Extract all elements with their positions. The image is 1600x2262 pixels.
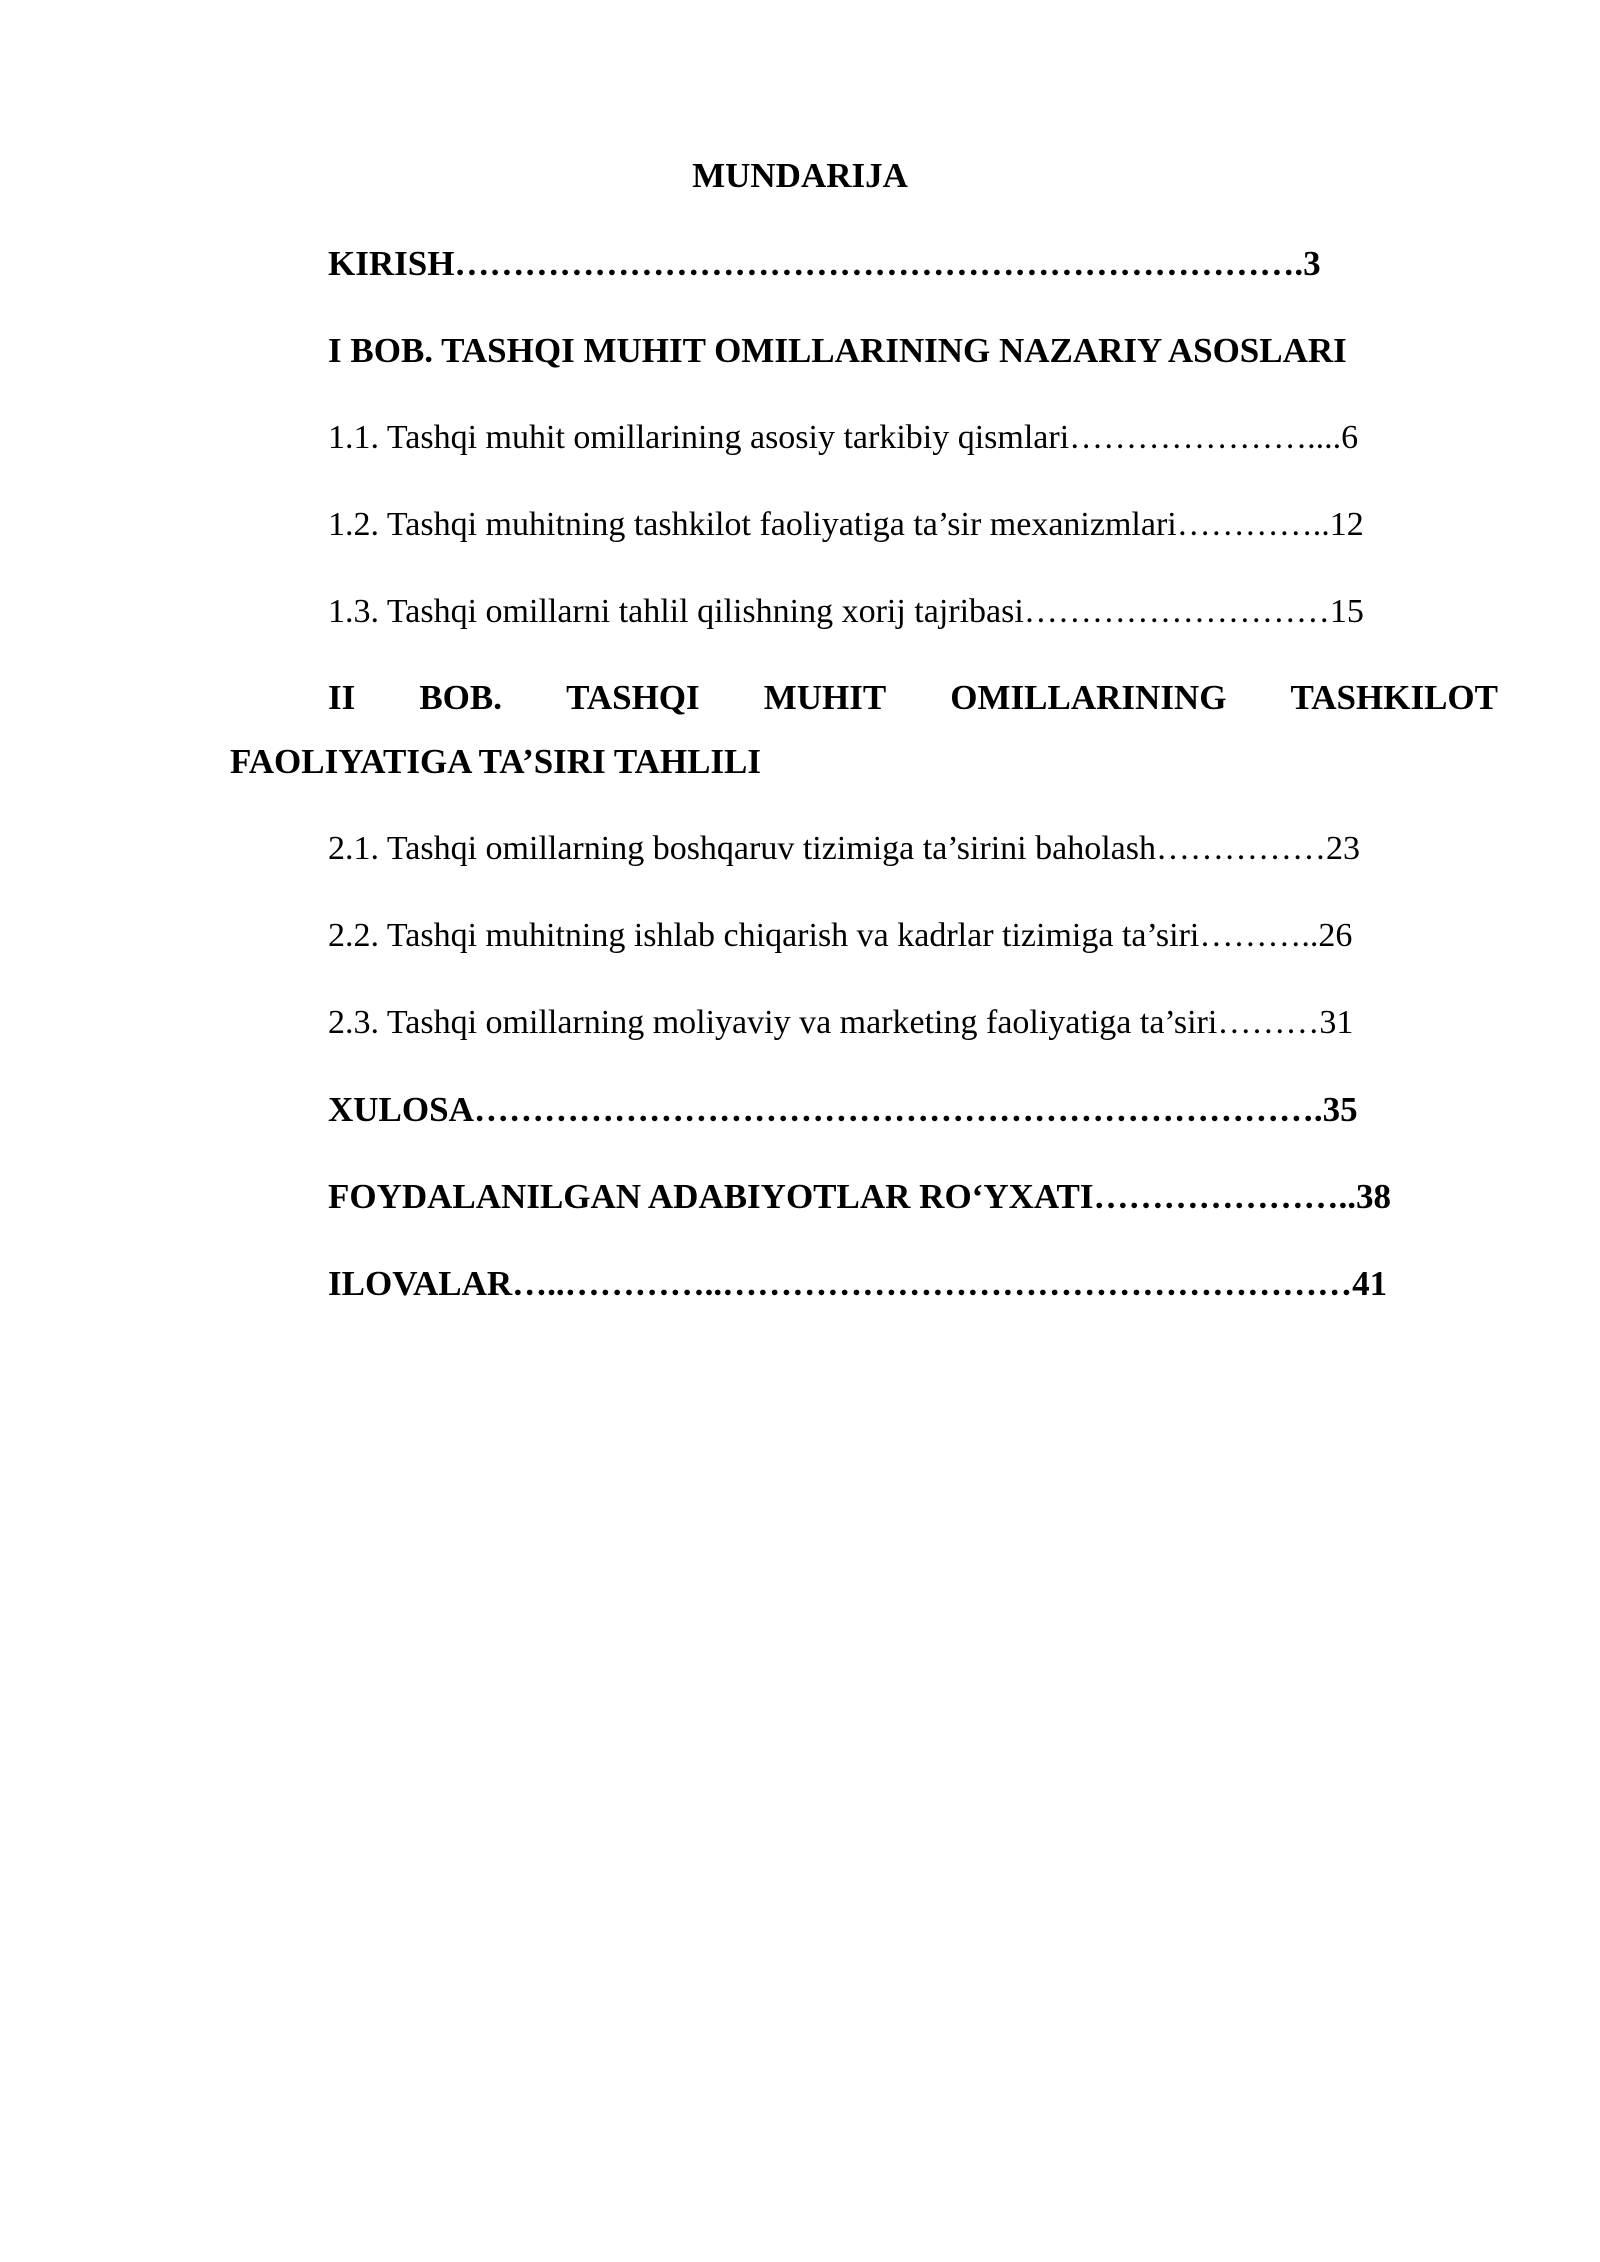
toc-entry-2-3: 2.3. Tashqi omillarning moliyaviy va marketing faoliyatiga ta’siri………31: [328, 1004, 1354, 1041]
chapter-2-word: MUHIT: [763, 678, 887, 717]
chapter-2-word: OMILLARINING: [950, 678, 1227, 717]
toc-heading-chapter-2: [230, 666, 1498, 794]
chapter-2-word: II: [328, 678, 356, 717]
toc-entry-1-1: 1.1. Tashqi muhit omillarining asosiy tarkibiy qismlari…………………....6: [328, 419, 1359, 456]
toc-entry-1-3: 1.3. Tashqi omillarni tahlil qilishning xorij tajribasi………………………15: [328, 593, 1364, 630]
toc-entry-2-2: 2.2. Tashqi muhitning ishlab chiqarish va kadrlar tizimiga ta’siri………..26: [328, 917, 1353, 954]
toc-entry-xulosa: XULOSA……………………………………………………………….35: [328, 1090, 1358, 1129]
page-title: MUNDARIJA: [692, 156, 908, 195]
chapter-2-heading-line-1: [328, 666, 1498, 730]
toc-entry-adabiyotlar: FOYDALANILGAN ADABIYOTLAR RO‘YXATI…………………..38: [328, 1177, 1392, 1216]
chapter-2-heading-line-2: FAOLIYATIGA TA’SIRI TAHLILI: [230, 742, 761, 781]
chapter-2-word: BOB.: [419, 678, 502, 717]
toc-heading-chapter-1: I BOB. TASHQI MUHIT OMILLARINING NAZARIY ASOSLARI: [328, 331, 1347, 370]
chapter-2-word: TASHQI: [566, 678, 700, 717]
toc-entry-2-1: 2.1. Tashqi omillarning boshqaruv tizimiga ta’sirini baholash……………23: [328, 830, 1360, 867]
toc-entry-1-2: 1.2. Tashqi muhitning tashkilot faoliyatiga ta’sir mexanizmlari…………..12: [328, 506, 1364, 543]
toc-entry-ilovalar: ILOVALAR…..…………..………………………………………………41: [328, 1264, 1388, 1303]
chapter-2-word: TASHKILOT: [1290, 678, 1498, 717]
toc-entry-kirish: KIRISH……………………………………………………………….3: [328, 244, 1321, 283]
